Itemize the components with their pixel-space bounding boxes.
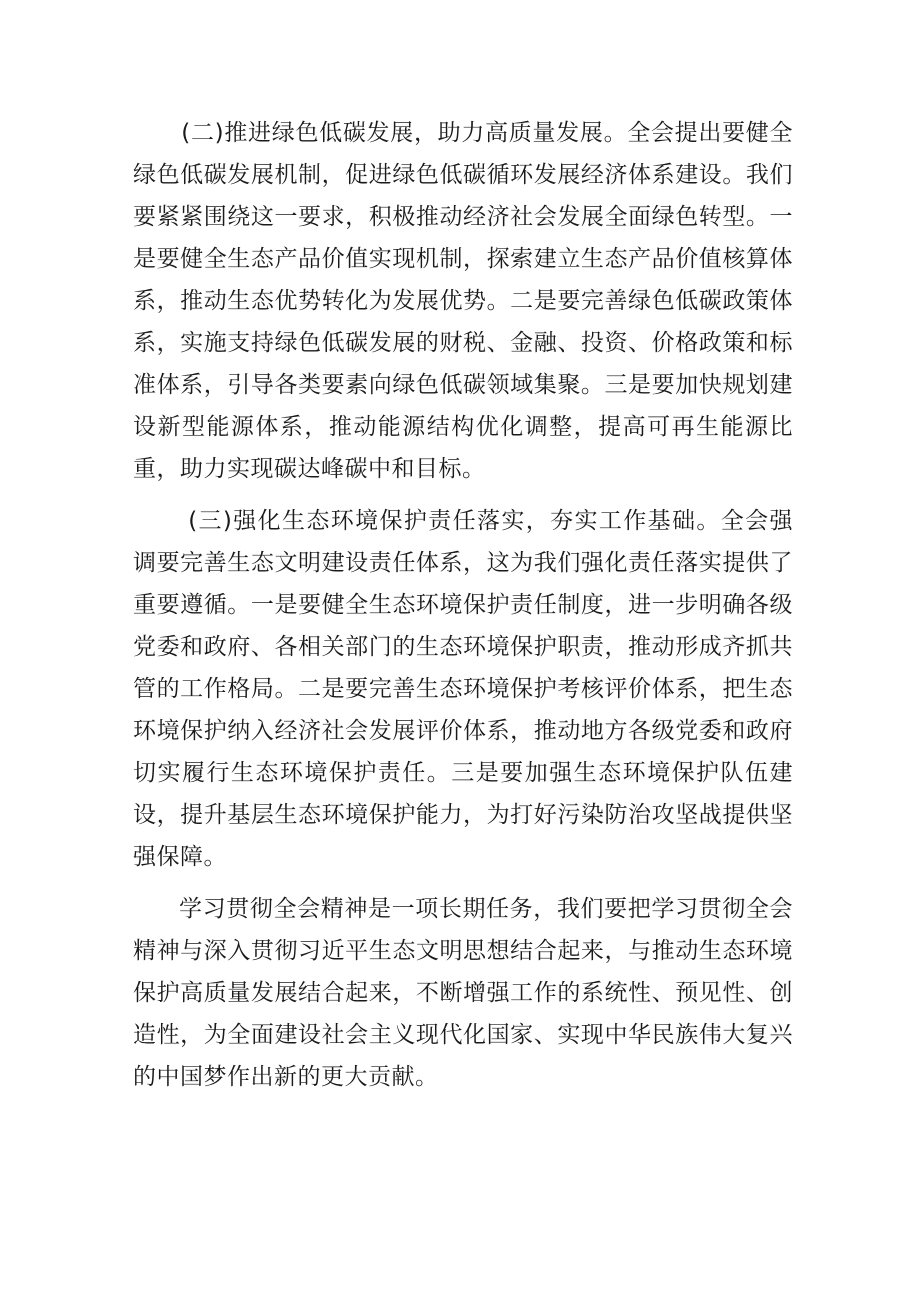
paragraph-green-low-carbon: (二)推进绿色低碳发展，助力高质量发展。全会提出要健全绿色低碳发展机制，促进绿色低碳循环发展经济体系建设。我们要紧紧围绕这一要求，积极推动经济社会发展全面绿色转型。一是要健全生态产品价值实现机制，探索建立生态产品价值核算体系，推动生态优势转化为发展优势。二是要完善绿色低碳政策体系，实施支持绿色低碳发展的财税、金融、投资、价格政策和标准体系，引导各类要素向绿色低碳领域集聚。三是要加快规划建设新型能源体系，推动能源结构优化调整，提高可再生能源比重，助力实现碳达峰碳中和目标。 [133,120,793,482]
document-body [133,112,793,1098]
paragraph-responsibility: (三)强化生态环境保护责任落实，夯实工作基础。全会强调要完善生态文明建设责任体系，这为我们强化责任落实提供了重要遵循。一是要健全生态环境保护责任制度，进一步明确各级党委和政府、各相关部门的生态环境保护职责，推动形成齐抓共管的工作格局。二是要完善生态环境保护考核评价体系，把生态环境保护纳入经济社会发展评价体系，推动地方各级党委和政府切实履行生态环境保护责任。三是要加强生态环境保护队伍建设，提升基层生态环境保护能力，为打好污染防治攻坚战提供坚强保障。 [133,508,793,870]
paragraph-conclusion: 学习贯彻全会精神是一项长期任务，我们要把学习贯彻全会精神与深入贯彻习近平生态文明思想结合起来，与推动生态环境保护高质量发展结合起来，不断增强工作的系统性、预见性、创造性，为全面建设社会主义现代化国家、实现中华民族伟大复兴的中国梦作出新的更大贡献。 [133,896,793,1090]
